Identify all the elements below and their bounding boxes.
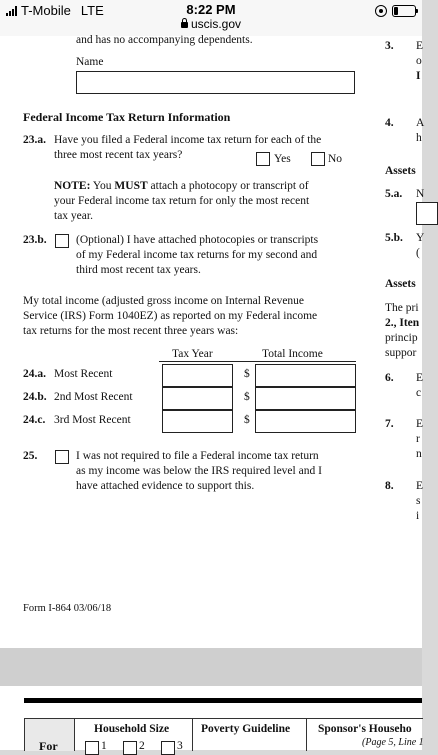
- column-rule: [159, 361, 356, 362]
- income-line3: tax returns for the most recent three years was:: [23, 325, 239, 337]
- q25-line3: have attached evidence to support this.: [76, 480, 255, 492]
- q23b-line3: third most recent tax years.: [76, 264, 201, 276]
- tax-year-input[interactable]: [162, 410, 233, 433]
- note-must: MUST: [114, 180, 148, 192]
- q8-text: i: [416, 510, 420, 522]
- status-center: [0, 2, 422, 32]
- url-text: uscis.gov: [190, 17, 242, 31]
- page-rule: [24, 698, 422, 703]
- section-title: Federal Income Tax Return Information: [23, 110, 231, 124]
- paragraph-line: princip: [385, 332, 418, 344]
- sponsor-household-header: Sponsor's Househo: [318, 723, 412, 735]
- col-divider: [192, 719, 193, 751]
- col-divider: [306, 719, 307, 751]
- row-number: 24.a.: [23, 368, 46, 380]
- q5b-text: Y: [416, 232, 425, 244]
- status-right: [375, 5, 416, 17]
- yes-label: Yes: [274, 153, 291, 165]
- q23b-checkbox[interactable]: [55, 234, 69, 248]
- q5a-input[interactable]: [416, 202, 438, 225]
- q3-text: o: [416, 55, 422, 67]
- no-label: No: [328, 153, 343, 165]
- tax-year-input[interactable]: [162, 364, 233, 387]
- q23a-number: 23.a.: [23, 134, 46, 146]
- carrier-name: T-Mobile: [21, 3, 71, 18]
- cut-off-text: and has no accompanying dependents.: [76, 34, 253, 46]
- name-input[interactable]: [76, 71, 355, 94]
- q7-text: E: [416, 418, 424, 430]
- address-bar[interactable]: [0, 17, 422, 32]
- q3-number: 3.: [385, 40, 394, 52]
- q8-number: 8.: [385, 480, 394, 492]
- currency-sign: $: [244, 368, 250, 380]
- q8-text: s: [416, 495, 421, 507]
- yes-checkbox[interactable]: [256, 152, 270, 166]
- row-label: 3rd Most Recent: [54, 414, 131, 426]
- q3-text: I: [416, 70, 421, 82]
- note-line2: your Federal income tax return for only the most recent: [54, 195, 310, 207]
- form-footer: Form I-864 03/06/18: [23, 603, 112, 614]
- total-income-input[interactable]: [255, 364, 356, 387]
- q23b-line1: (Optional) I have attached photocopies or transcripts: [76, 234, 319, 246]
- q6-number: 6.: [385, 372, 394, 384]
- assets-heading: Assets: [385, 278, 416, 290]
- row-label: Most Recent: [54, 368, 113, 380]
- q7-text: n: [416, 448, 422, 460]
- page-gap: [0, 648, 422, 686]
- row-label: 2nd Most Recent: [54, 391, 133, 403]
- note-text2: attach a photocopy or transcript of: [147, 180, 309, 192]
- household-table: [24, 718, 423, 751]
- q4-text: A: [416, 117, 425, 129]
- income-line1: My total income (adjusted gross income on Internal Revenue: [23, 295, 305, 307]
- q8-text: E: [416, 480, 424, 492]
- row-number: 24.b.: [23, 391, 47, 403]
- q5a-text: N: [416, 188, 425, 200]
- row-number: 24.c.: [23, 414, 46, 426]
- note-line1: [54, 179, 309, 194]
- col-tax-year: Tax Year: [172, 348, 213, 360]
- q25-line1: I was not required to file a Federal income tax return: [76, 450, 319, 462]
- battery-icon: [392, 5, 416, 17]
- tax-year-input[interactable]: [162, 387, 233, 410]
- paragraph-line: 2., Iten: [385, 317, 420, 329]
- q3-text: E: [416, 40, 424, 52]
- assets-heading: Assets: [385, 165, 416, 177]
- status-bar: [0, 0, 422, 36]
- q6-text: c: [416, 387, 422, 399]
- option-label: 3: [177, 740, 183, 752]
- note-label: NOTE:: [54, 180, 91, 192]
- clock: 8:22 PM: [186, 2, 236, 17]
- q23a-line2: three most recent tax years?: [54, 149, 183, 161]
- for-label: For: [39, 739, 58, 753]
- q23b-line2: of my Federal income tax returns for my second and: [76, 249, 318, 261]
- q7-text: r: [416, 433, 420, 445]
- option-label: 1: [101, 740, 107, 752]
- next-page[interactable]: [0, 686, 424, 753]
- q6-text: E: [416, 372, 424, 384]
- network-type: LTE: [80, 3, 104, 18]
- no-checkbox[interactable]: [311, 152, 325, 166]
- q23a-line1: Have you filed a Federal income tax return for each of the: [54, 134, 322, 146]
- paragraph-line: The pri: [385, 302, 419, 314]
- note-line3: tax year.: [54, 210, 93, 222]
- paragraph-line: suppor: [385, 347, 417, 359]
- q5a-number: 5.a.: [385, 188, 403, 200]
- q5b-number: 5.b.: [385, 232, 403, 244]
- name-label: Name: [76, 56, 104, 68]
- q25-checkbox[interactable]: [55, 450, 69, 464]
- currency-sign: $: [244, 391, 250, 403]
- household-size-3-checkbox[interactable]: [161, 741, 175, 755]
- battery-fill: [394, 7, 398, 15]
- household-size-2-checkbox[interactable]: [123, 741, 137, 755]
- page-reference: (Page 5, Line 1: [362, 737, 424, 748]
- q5b-text: (: [416, 247, 420, 259]
- q4-text: h: [416, 132, 422, 144]
- poverty-guideline-header: Poverty Guideline: [201, 723, 291, 735]
- q7-number: 7.: [385, 418, 394, 430]
- option-label: 2: [139, 740, 145, 752]
- total-income-input[interactable]: [255, 410, 356, 433]
- orientation-lock-icon: [375, 5, 387, 17]
- q25-line2: as my income was below the IRS required level and I: [76, 465, 322, 477]
- form-page[interactable]: [0, 34, 425, 648]
- q4-number: 4.: [385, 117, 394, 129]
- lock-icon: [181, 22, 188, 28]
- q23b-number: 23.b.: [23, 234, 47, 246]
- household-size-header: Household Size: [94, 723, 170, 735]
- household-size-1-checkbox[interactable]: [85, 741, 99, 755]
- income-line2: Service (IRS) Form 1040EZ) as reported on my Federal income: [23, 310, 318, 322]
- q25-number: 25.: [23, 450, 38, 462]
- note-text1: You: [90, 180, 115, 192]
- currency-sign: $: [244, 414, 250, 426]
- total-income-input[interactable]: [255, 387, 356, 410]
- col-total-income: Total Income: [262, 348, 323, 360]
